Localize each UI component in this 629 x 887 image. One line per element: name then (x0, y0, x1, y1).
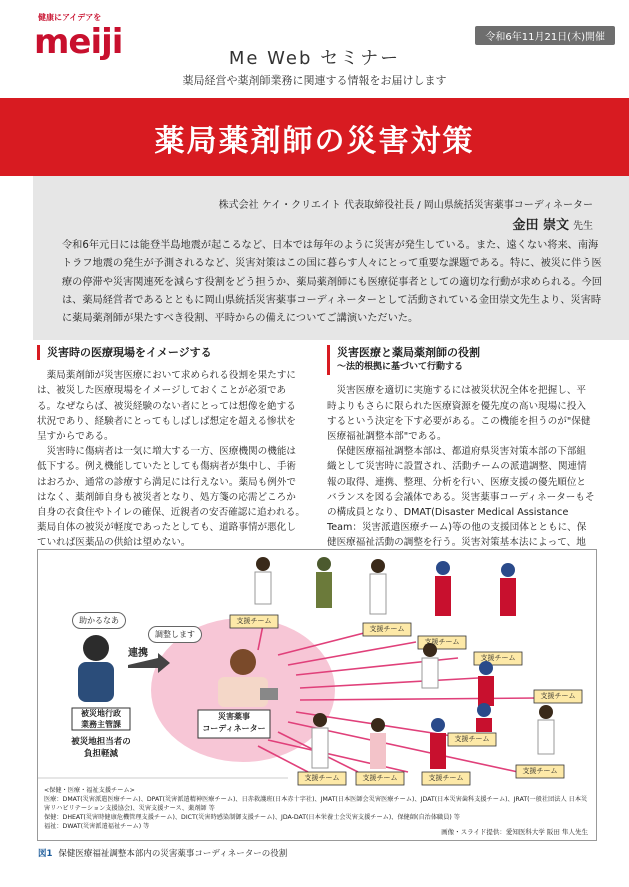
team-label: 支援チーム (369, 625, 405, 633)
event-date-badge: 令和6年11月21日(木)開催 (475, 26, 615, 45)
staff-body-icon (478, 676, 494, 706)
speech-bubble-official: 助かるなあ (72, 612, 126, 629)
staff-head-icon (371, 718, 385, 732)
logo-tagline: 健康にアイデアを (38, 13, 102, 22)
staff-body-icon (476, 718, 492, 732)
staff-body-icon (312, 728, 328, 768)
coordinator-head-icon (230, 649, 256, 675)
figure-caption-text: 保健医療福祉調整本部内の災害薬事コーディネーターの役割 (58, 849, 288, 859)
staff-head-icon (317, 557, 331, 571)
intro-text: 令和6年元日には能登半島地震が起こるなど、日本では毎年のように災害が発生している。また、遠くない将来、南海トラフ地震の発生が予測されるなど、災害対策はこの国に暮らす人々にとって重要な課題である。特に、被災に伴う医療の停滞や災害関連死を減らす役割をどう担うか、薬局薬剤師にも医療従事者としての適切な行動が求められる。今回は、薬局経営者であるとともに岡山県統括災害薬事コーディネーターとして活動されている金田崇文先生より、災害時に薬局薬剤師が果たすべき役割、平時からの備えについてご講演いただいた。 (62, 240, 602, 325)
hq-label: 被災地行政 業務主管課 (81, 709, 121, 729)
speaker-role: 株式会社 ケイ・クリエイト 代表取締役社長 / 岡山県統括災害薬事コーディネーター (218, 200, 593, 211)
right-section-title: 災害医療と薬局薬剤師の役割 (337, 346, 480, 359)
arrow (268, 740, 408, 772)
team-label: 支援チーム (480, 654, 516, 662)
staff-head-icon (539, 705, 553, 719)
left-column (37, 345, 305, 551)
staff-body-icon (316, 572, 332, 608)
staff-body-icon (370, 574, 386, 614)
team-label: 支援チーム (304, 774, 340, 782)
series-title: Me Web セミナー (228, 48, 401, 69)
arrow (300, 698, 538, 700)
staff-body-icon (422, 658, 438, 688)
team-label: 支援チーム (522, 767, 558, 775)
team-label: 支援チーム (454, 735, 490, 743)
official-head-icon (83, 635, 109, 661)
right-section-heading (327, 345, 595, 375)
speaker-name (512, 214, 593, 233)
hq-note: 被災地担当者の 負担軽減 (71, 737, 131, 759)
coordinator-label: 災害薬事 コーディネーター (202, 712, 266, 733)
staff-head-icon (501, 563, 515, 577)
staff-body-icon (538, 720, 554, 754)
figure-caption (38, 847, 287, 859)
left-section-heading: 災害時の医療現場をイメージする (37, 345, 305, 360)
staff-head-icon (256, 557, 270, 571)
series-subtitle: 薬局経営や薬剤師業務に関連する情報をお届けします (182, 74, 447, 87)
right-section-subtitle: 〜法的根拠に基づいて行動する (337, 362, 464, 373)
left-paragraph-1: 薬局薬剤師が災害医療において求められる役割を果たすには、被災した医療現場をイメージしておくことが必須である。なぜならば、被災経験のない者にとっては想像を絶する状況であり、経験者にとってもしばしば想定を超える惨状を呈すからである。 (37, 370, 297, 443)
staff-head-icon (431, 718, 445, 732)
staff-body-icon (430, 733, 446, 769)
header (0, 0, 629, 98)
staff-head-icon (371, 559, 385, 573)
figure-number: 図1 (38, 849, 53, 859)
speaker-honorific: 先生 (573, 221, 593, 232)
team-label: 支援チーム (236, 617, 272, 625)
speaker-name-text: 金田 崇文 (512, 218, 569, 233)
figure-diagram (37, 549, 597, 841)
official-body-icon (78, 662, 114, 702)
laptop-icon (260, 688, 278, 700)
staff-body-icon (500, 578, 516, 616)
title-banner (0, 98, 629, 176)
team-label: 支援チーム (424, 638, 460, 646)
team-label: 支援チーム (540, 692, 576, 700)
staff-body-icon (255, 572, 271, 604)
legend-line: 福祉：DWAT(災害派遣福祉チーム) 等 (44, 823, 150, 830)
legend-line: 保健：DHEAT(災害時健康危機管理支援チーム)、DICT(災害時感染制御支援チーム)、JDA-DAT(日本栄養士会災害支援チーム)、保健師(自治体職員) 等 (44, 814, 460, 821)
staff-body-icon (435, 576, 451, 616)
legend-title: <保健・医療・福祉支援チーム> (44, 787, 135, 794)
staff-head-icon (436, 561, 450, 575)
left-paragraph-2: 災害時に傷病者は一気に増大する一方、医療機関の機能は低下する。例え機能していたとしても傷病者が集中し、手術はおろか、通常の診療すら満足には行えない。薬局も例外ではなく、薬剤師自身も被災者となり、処方箋の応需どころか自身の衣食住やトイレの確保、近親者の安否確認に追われる。薬局自体の被災が軽度であったとしても、道路事情が悪化していれば医薬品の供給は望めない。 (37, 446, 305, 549)
legend-line: 医療：DMAT(災害派遣医療チーム)、DPAT(災害派遣精神医療チーム)、日赤救護班(日本赤十字社)、JMAT(日本医師会災害医療チーム)、JDAT(日本災害歯科支援チーム)、JRAT(一般社団法人 日本災害リハビリテーション支援協会)、災害支援ナース、薬剤師 等 (44, 796, 588, 812)
right-column (327, 345, 595, 566)
staff-body-icon (370, 733, 386, 769)
page-title: 薬局薬剤師の災害対策 (154, 124, 475, 159)
team-label: 支援チーム (362, 774, 398, 782)
figure-legend (44, 786, 592, 831)
speech-bubble-coordinator: 調整します (148, 626, 202, 643)
right-paragraph-2: 保健医療福祉調整本部は、都道府県災害対策本部の下部組織として災害時に設置され、活動チームの派遣調整、関連情報の取得、連携、整理、分析を行い、医療支援の優先順位とバランスを図る会議体である。災害薬事コーディネーターもその構成員となり、DMAT(Disaster Medical Assistance Team：災害派遣医療チーム)等の他の支援団体とともに、保健医療福祉活動の調整を行う。災害対策基本法によって、地 (327, 446, 595, 549)
right-paragraph-1: 災害医療を適切に実施するには被災状況全体を把握し、平時よりもさらに限られた医療資源を優先度の高い現場に投入するという決定を下す必要がある。この機能を担うのが"保健医療福祉調整本部"である。 (327, 385, 591, 443)
staff-head-icon (477, 703, 491, 717)
meiji-logo: meiji (34, 22, 123, 62)
link-label: 連携 (128, 648, 148, 659)
team-label: 支援チーム (428, 774, 464, 782)
staff-head-icon (313, 713, 327, 727)
figure-credit: 画像・スライド提供：愛知医科大学 阪田 隼人先生 (441, 828, 588, 836)
